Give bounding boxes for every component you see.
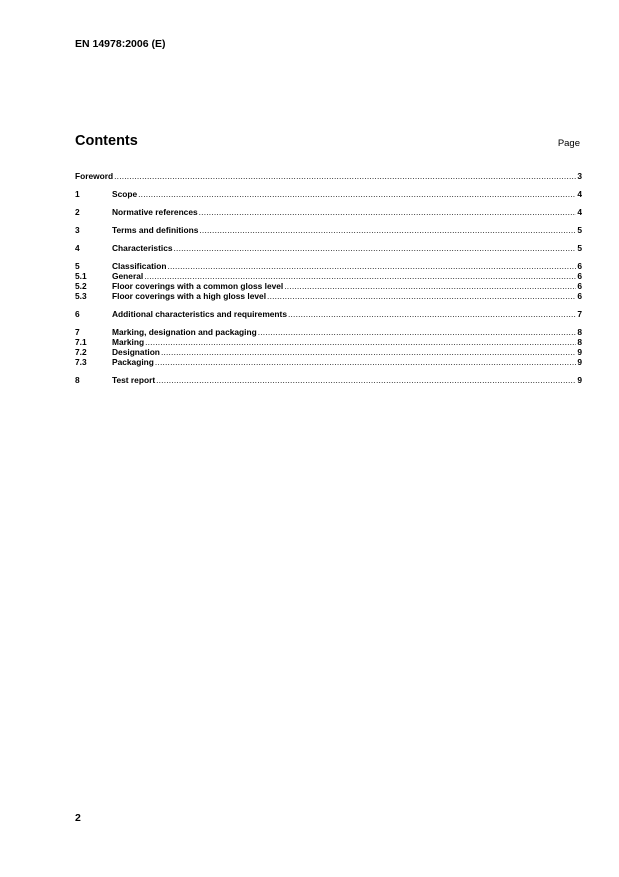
- toc-entry-scope[interactable]: [75, 189, 582, 199]
- toc-entry-page: 4: [577, 189, 582, 199]
- toc-dot-leader: [284, 281, 576, 291]
- toc-entry-marking[interactable]: [75, 337, 582, 347]
- toc-entry-number: 5.1: [75, 271, 87, 281]
- toc-entry-high-gloss[interactable]: [75, 291, 582, 301]
- toc-entry-designation[interactable]: [75, 347, 582, 357]
- toc-entry-common-gloss[interactable]: [75, 281, 582, 291]
- document-id-header: EN 14978:2006 (E): [75, 38, 166, 50]
- toc-entry-title: Characteristics: [112, 243, 173, 253]
- toc-entry-classification[interactable]: [75, 261, 582, 271]
- toc-entry-number: 7.1: [75, 337, 87, 347]
- toc-dot-leader: [199, 207, 577, 217]
- toc-entry-packaging[interactable]: [75, 357, 582, 367]
- toc-entry-page: 9: [577, 347, 582, 357]
- toc-dot-leader: [288, 309, 576, 319]
- toc-entry-page: 3: [577, 171, 582, 181]
- toc-entry-page: 4: [577, 207, 582, 217]
- toc-entry-title: Normative references: [112, 207, 198, 217]
- toc-entry-title: Packaging: [112, 357, 154, 367]
- toc-entry-title: Marking: [112, 337, 145, 347]
- toc-entry-number: 7.3: [75, 357, 87, 367]
- toc-entry-foreword[interactable]: [75, 171, 582, 181]
- footer-page-number: 2: [75, 812, 81, 824]
- toc-entry-title: Additional characteristics and requirements: [112, 309, 287, 319]
- toc-entry-page: 7: [577, 309, 582, 319]
- toc-entry-page: 5: [577, 243, 582, 253]
- toc-dot-leader: [199, 225, 576, 235]
- toc-entry-normative-references[interactable]: [75, 207, 582, 217]
- toc-entry-page: 8: [577, 337, 582, 347]
- toc-dot-leader: [114, 171, 576, 181]
- toc-dot-leader: [174, 243, 577, 253]
- toc-dot-leader: [155, 357, 576, 367]
- toc-entry-terms-and-definitions[interactable]: [75, 225, 582, 235]
- toc-dot-leader: [161, 347, 576, 357]
- toc-entry-number: 3: [75, 225, 80, 235]
- toc-entry-characteristics[interactable]: [75, 243, 582, 253]
- toc-entry-marking-designation-packaging[interactable]: [75, 327, 582, 337]
- toc-entry-number: 5.3: [75, 291, 87, 301]
- toc-entry-title: Floor coverings with a high gloss level: [112, 291, 267, 301]
- toc-dot-leader: [144, 271, 576, 281]
- toc-entry-title: Floor coverings with a common gloss level: [112, 281, 284, 291]
- toc-entry-number: 5: [75, 261, 80, 271]
- toc-entry-number: 4: [75, 243, 80, 253]
- toc-entry-title: Scope: [112, 189, 138, 199]
- toc-entry-title: General: [112, 271, 144, 281]
- toc-entry-number: 6: [75, 309, 80, 319]
- toc-entry-page: 9: [577, 375, 582, 385]
- toc-entry-number: 5.2: [75, 281, 87, 291]
- toc-entry-title: Terms and definitions: [112, 225, 199, 235]
- toc-entry-test-report[interactable]: [75, 375, 582, 385]
- toc-dot-leader: [167, 261, 576, 271]
- toc-dot-leader: [156, 375, 576, 385]
- toc-entry-page: 6: [577, 261, 582, 271]
- toc-entry-page: 8: [577, 327, 582, 337]
- page-column-label: Page: [557, 138, 580, 149]
- toc-entry-title: Marking, designation and packaging: [112, 327, 257, 337]
- toc-dot-leader: [258, 327, 577, 337]
- toc-entry-number: 7.2: [75, 347, 87, 357]
- toc-dot-leader: [145, 337, 576, 347]
- toc-entry-page: 5: [577, 225, 582, 235]
- toc-entry-additional-characteristics[interactable]: [75, 309, 582, 319]
- toc-entry-page: 9: [577, 357, 582, 367]
- toc-entry-general[interactable]: [75, 271, 582, 281]
- toc-entry-number: 7: [75, 327, 80, 337]
- toc-entry-title: Classification: [112, 261, 167, 271]
- toc-entry-page: 6: [577, 291, 582, 301]
- toc-entry-title: Designation: [112, 347, 160, 357]
- toc-entry-page: 6: [577, 271, 582, 281]
- toc-entry-number: 1: [75, 189, 80, 199]
- toc-dot-leader: [138, 189, 576, 199]
- toc-entry-title: Foreword: [75, 171, 114, 181]
- toc-entry-page: 6: [577, 281, 582, 291]
- toc-entry-number: 8: [75, 375, 80, 385]
- toc-dot-leader: [267, 291, 576, 301]
- table-of-contents: [75, 171, 582, 385]
- contents-title: Contents: [75, 133, 138, 149]
- toc-entry-number: 2: [75, 207, 80, 217]
- toc-entry-title: Test report: [112, 375, 156, 385]
